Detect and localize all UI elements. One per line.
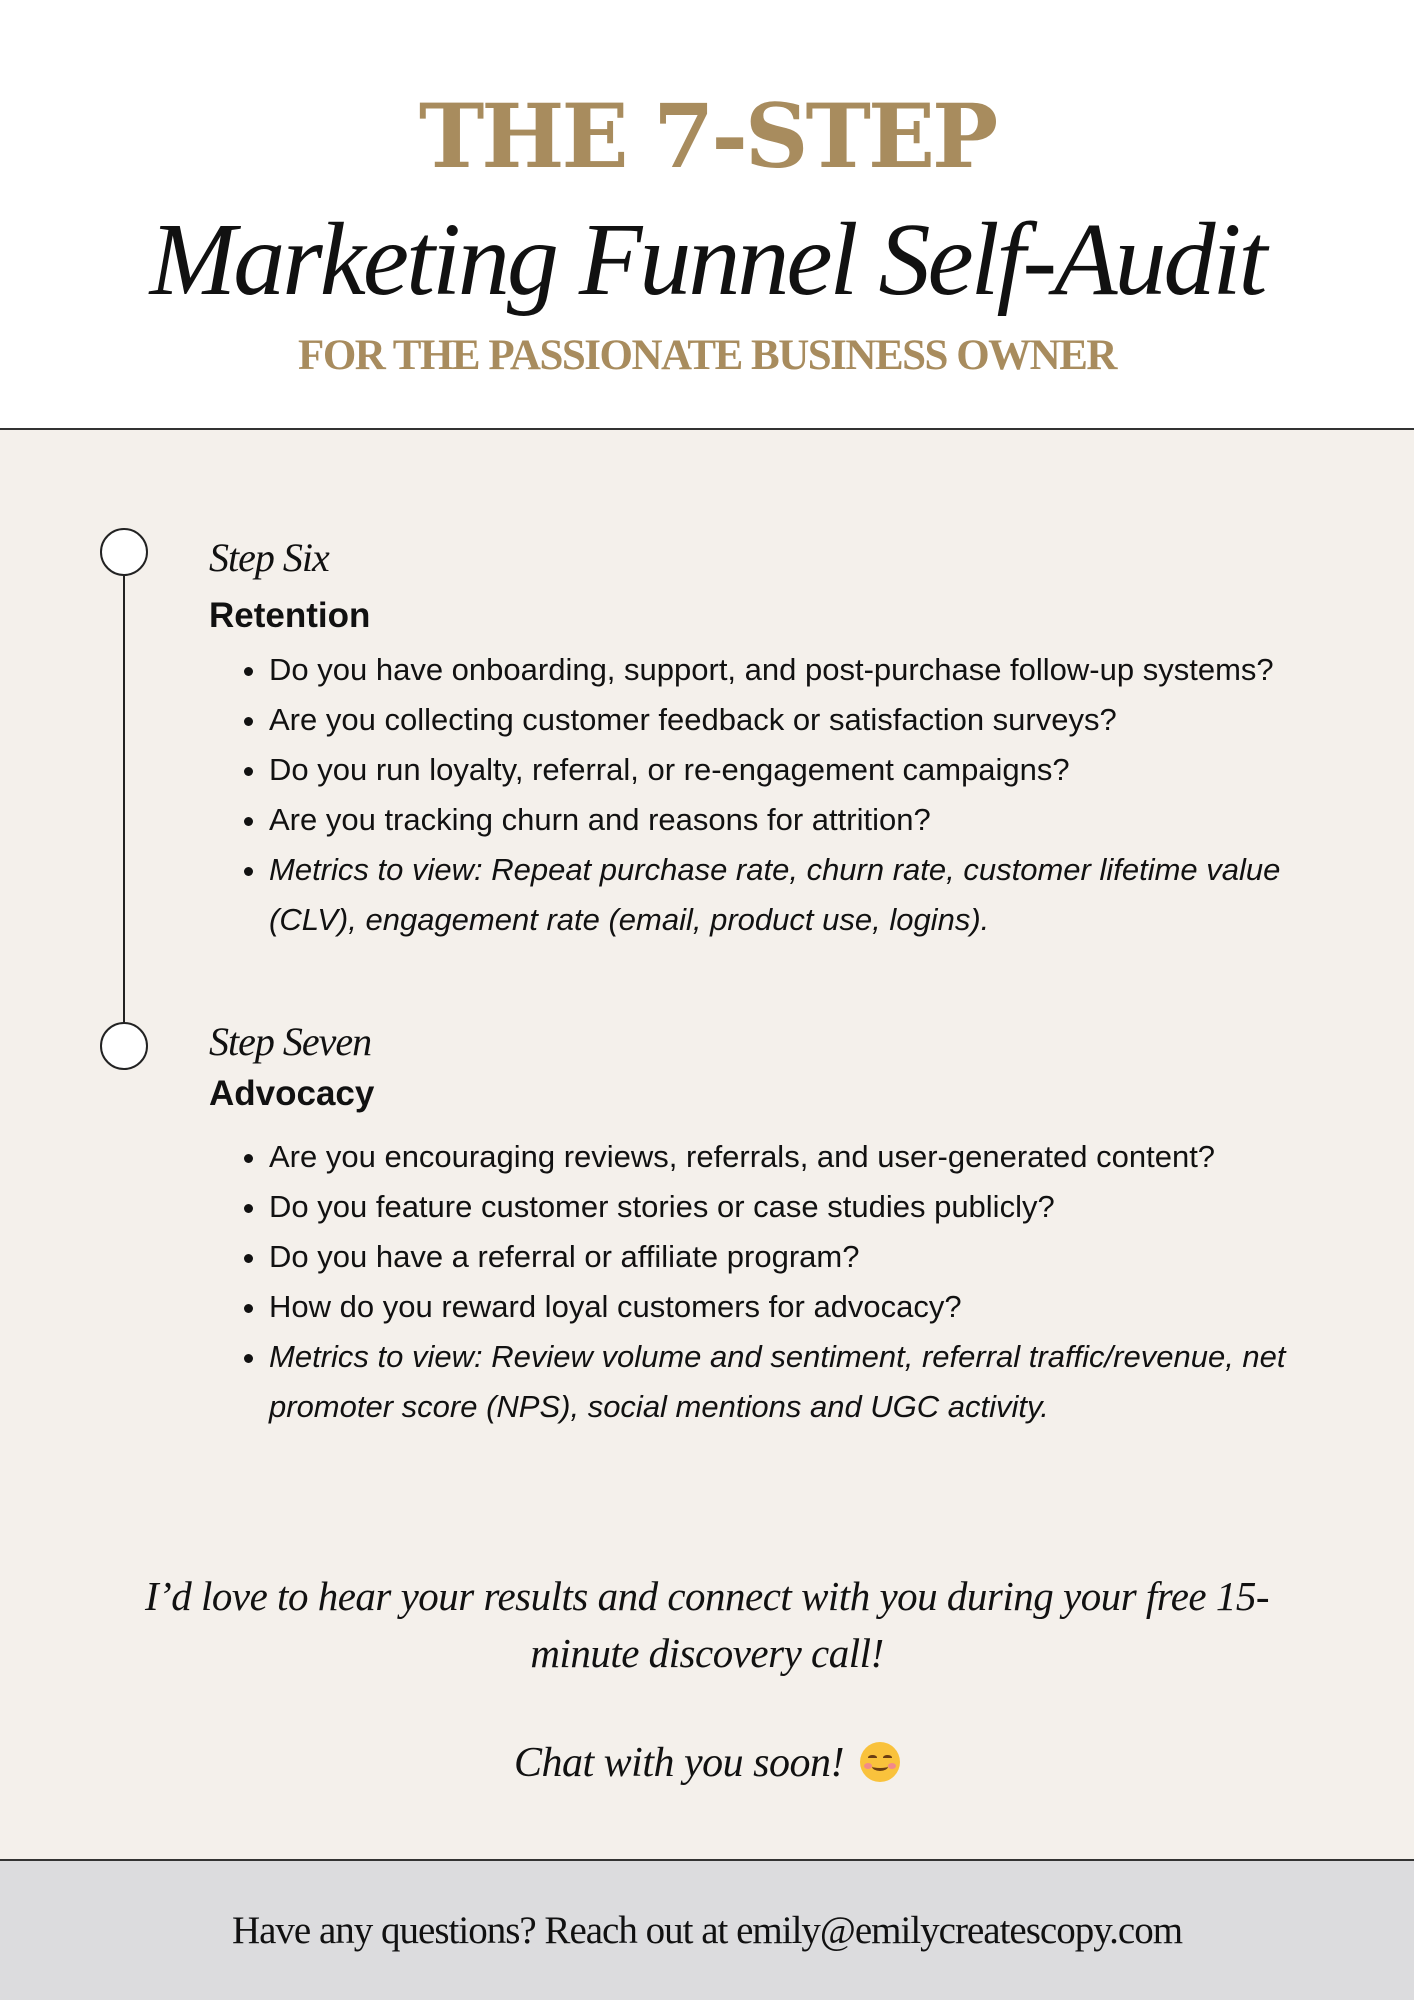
list-item: • Do you run loyalty, referral, or re-engagement campaigns?: [269, 745, 1329, 795]
signoff: [0, 1738, 1414, 1788]
closing-message: I’d love to hear your results and connect with you during your free 15-minute discovery call!: [144, 1573, 1270, 1676]
step-seven-checklist: [209, 1132, 1329, 1432]
contact-text: Have any questions? Reach out at emily@emilycreatescopy.com: [231, 1909, 1183, 1952]
list-item: • Are you collecting customer feedback or satisfaction surveys?: [269, 695, 1329, 745]
step-six-checklist: [209, 645, 1329, 945]
step-seven-label: Step Seven: [209, 1019, 372, 1064]
list-item: • Are you tracking churn and reasons for attrition?: [269, 795, 1329, 845]
step-seven-title: Advocacy: [209, 1074, 375, 1113]
list-item: • Do you have onboarding, support, and post-purchase follow-up systems?: [269, 645, 1329, 695]
timeline-line: [123, 574, 125, 1046]
list-item: • Do you have a referral or affiliate program?: [269, 1232, 1329, 1282]
metrics-item: • Metrics to view: Repeat purchase rate, churn rate, customer lifetime value (CLV), engagement rate (email, product use, logins).: [269, 845, 1329, 945]
step-six-title: Retention: [209, 596, 371, 635]
title-line-one: THE 7-STEP: [418, 84, 996, 188]
signoff-text: Chat with you soon!: [513, 1740, 844, 1786]
title-line-two: Marketing Funnel Self-Audit: [149, 202, 1265, 317]
timeline-marker-step-six: [100, 528, 148, 576]
list-item: • How do you reward loyal customers for advocacy?: [269, 1282, 1329, 1332]
list-item: • Do you feature customer stories or case studies publicly?: [269, 1182, 1329, 1232]
step-six-label: Step Six: [209, 535, 329, 580]
subtitle: FOR THE PASSIONATE BUSINESS OWNER: [298, 332, 1116, 379]
smiling-face-icon: [860, 1742, 900, 1782]
timeline-marker-step-seven: [100, 1022, 148, 1070]
page-header: [0, 0, 1414, 428]
list-item: • Are you encouraging reviews, referrals, and user-generated content?: [269, 1132, 1329, 1182]
metrics-item: • Metrics to view: Review volume and sentiment, referral traffic/revenue, net promoter score (NPS), social mentions and UGC activity.: [269, 1332, 1329, 1432]
contact-footer: [0, 1859, 1414, 2000]
